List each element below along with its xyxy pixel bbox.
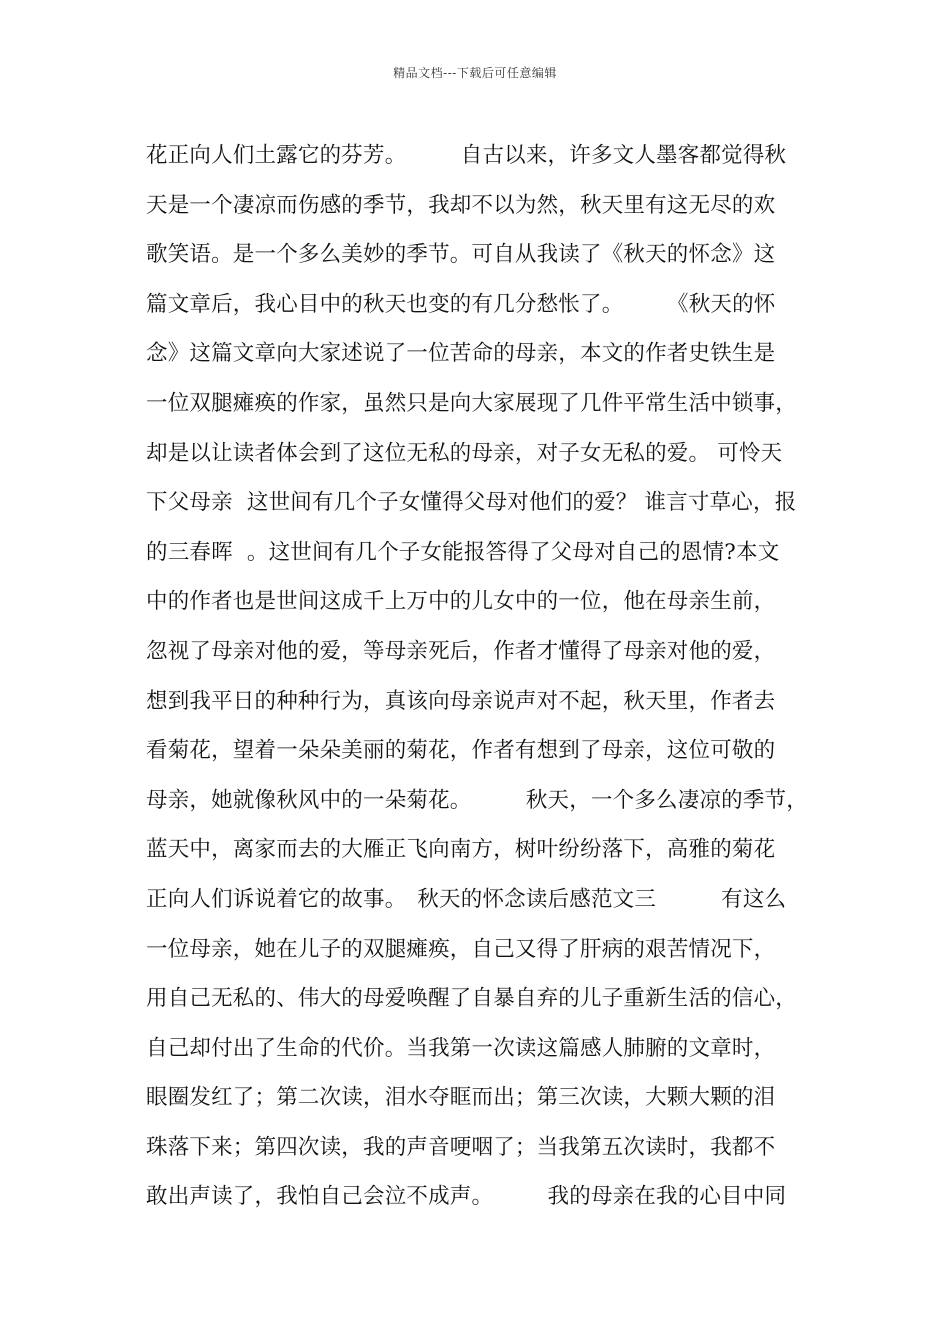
text-line: 花正向人们土露它的芬芳。 自古以来，许多文人墨客都觉得秋 <box>146 143 787 168</box>
text-line: 篇文章后，我心目中的秋天也变的有几分愁怅了。 《秋天的怀 <box>146 291 776 317</box>
text-line: 中的作者也是世间这成千上万中的儿女中的一位，他在母亲生前， <box>146 589 776 615</box>
text-line: 眼圈发红了；第二次读，泪水夺眶而出；第三次读，大颗大颗的泪 <box>146 1085 776 1111</box>
text-line: 自己却付出了生命的代价。当我第一次读这篇感人肺腑的文章时， <box>146 1035 776 1061</box>
text-line: 一位双腿瘫痪的作家，虽然只是向大家展现了几件平常生活中锁事， <box>146 390 798 416</box>
text-line: 用自己无私的、伟大的母爱唤醒了自暴自弃的儿子重新生活的信心， <box>146 986 798 1012</box>
text-line: 忽视了母亲对他的爱，等母亲死后，作者才懂得了母亲对他的爱， <box>146 638 776 664</box>
text-line: 的三春晖 。这世间有几个子女能报答得了父母对自己的恩情?本文 <box>146 539 780 565</box>
text-line: 珠落下来；第四次读，我的声音哽咽了；当我第五次读时，我都不 <box>146 1134 776 1160</box>
text-line: 天是一个凄凉而伤感的季节，我却不以为然，秋天里有这无尽的欢 <box>146 192 776 218</box>
text-line: 看菊花，望着一朵朵美丽的菊花，作者有想到了母亲，这位可敬的 <box>146 738 776 764</box>
text-line: 却是以让读者体会到了这位无私的母亲，对子女无私的爱。 可怜天 <box>146 440 783 466</box>
page-header: 精品文档---下载后可任意编辑 <box>393 66 557 80</box>
text-line: 歌笑语。是一个多么美妙的季节。可自从我读了《秋天的怀念》这 <box>146 242 776 268</box>
text-line: 一位母亲，她在儿子的双腿瘫痪，自己又得了肝病的艰苦情况下， <box>146 936 776 962</box>
document-body <box>146 131 826 1222</box>
text-line: 蓝天中，离家而去的大雁正飞向南方，树叶纷纷落下，高雅的菊花 <box>146 837 776 863</box>
text-line: 念》这篇文章向大家述说了一位苦命的母亲，本文的作者史铁生是 <box>146 341 776 367</box>
text-line: 母亲，她就像秋风中的一朵菊花。 秋天，一个多么凄凉的季节， <box>146 787 808 813</box>
text-line: 下父母亲 这世间有几个子女懂得父母对他们的爱？ 谁言寸草心，报 <box>146 490 797 516</box>
text-line: 正向人们诉说着它的故事。 秋天的怀念读后感范文三 有这么 <box>146 886 787 912</box>
text-line: 敢出声读了，我怕自己会泣不成声。 我的母亲在我的心目中同 <box>146 1184 787 1210</box>
text-line: 想到我平日的种种行为，真该向母亲说声对不起，秋天里，作者去 <box>146 688 776 714</box>
